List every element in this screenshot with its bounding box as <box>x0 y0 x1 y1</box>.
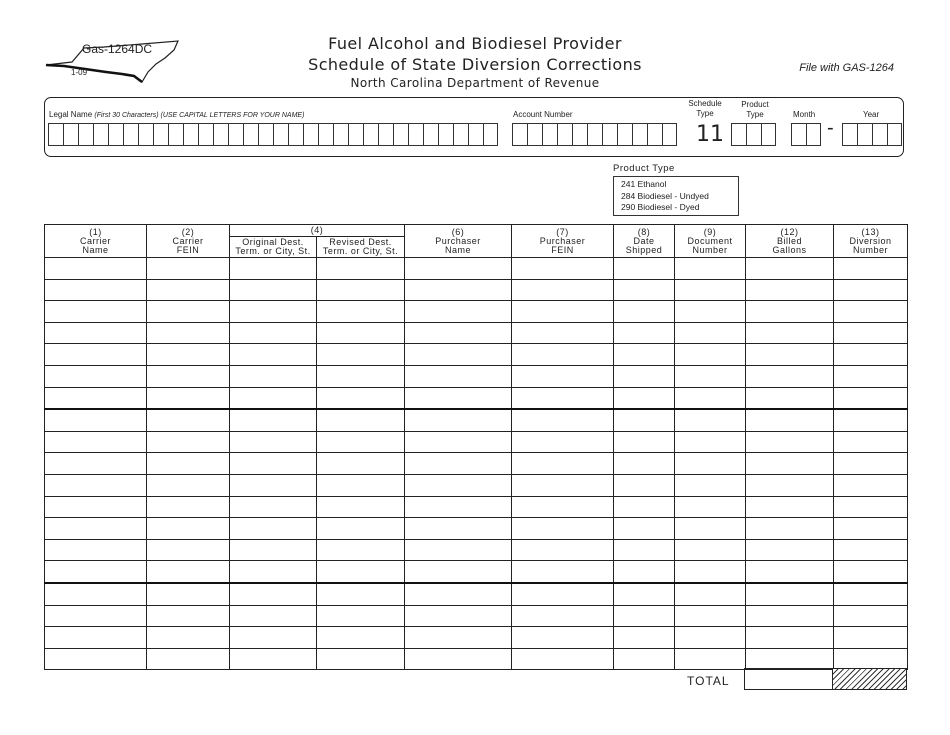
form-title-line1: Fuel Alcohol and Biodiesel Provider <box>328 34 622 53</box>
entry-cell[interactable] <box>230 301 317 323</box>
entry-cell[interactable] <box>746 648 834 670</box>
table-row <box>45 344 908 366</box>
entry-cell[interactable] <box>147 344 230 366</box>
entry-cell[interactable] <box>614 453 675 475</box>
entry-cell[interactable] <box>230 431 317 453</box>
entry-cell[interactable] <box>45 344 147 366</box>
entry-cell[interactable] <box>834 627 908 649</box>
entry-cell[interactable] <box>614 387 675 409</box>
entry-cell[interactable] <box>317 453 405 475</box>
entry-cell[interactable] <box>147 387 230 409</box>
table-row <box>45 627 908 649</box>
entry-cell[interactable] <box>834 365 908 387</box>
entry-cell[interactable] <box>746 431 834 453</box>
entry-cell[interactable] <box>614 431 675 453</box>
table-row <box>45 453 908 475</box>
table-row <box>45 648 908 670</box>
entry-cell[interactable] <box>230 365 317 387</box>
legend-item: 241 Ethanol <box>621 179 667 189</box>
entry-cell[interactable] <box>230 627 317 649</box>
entry-cell[interactable] <box>746 474 834 496</box>
entry-cell[interactable] <box>317 387 405 409</box>
table-row <box>45 561 908 583</box>
entry-cell[interactable] <box>512 605 614 627</box>
month-field[interactable] <box>791 123 821 146</box>
col-revised-destination: Revised Dest. Term. or City, St. <box>317 237 405 258</box>
entry-cell[interactable] <box>230 561 317 583</box>
entry-cell[interactable] <box>834 322 908 344</box>
entry-cell[interactable] <box>405 387 512 409</box>
entry-cell[interactable] <box>834 279 908 301</box>
entry-cell[interactable] <box>746 344 834 366</box>
entry-cell[interactable] <box>675 344 746 366</box>
schedule-type-label: Schedule Type <box>688 99 722 118</box>
entry-cell[interactable] <box>614 518 675 540</box>
table-row <box>45 583 908 605</box>
entry-cell[interactable] <box>45 279 147 301</box>
entry-cell[interactable] <box>512 279 614 301</box>
entry-cell[interactable] <box>614 409 675 431</box>
entry-cell[interactable] <box>405 322 512 344</box>
col-original-destination: Original Dest. Term. or City, St. <box>230 237 317 258</box>
entry-cell[interactable] <box>317 409 405 431</box>
year-label: Year <box>863 110 880 119</box>
entry-cell[interactable] <box>230 474 317 496</box>
entry-cell[interactable] <box>675 453 746 475</box>
entry-cell[interactable] <box>45 387 147 409</box>
entry-cell[interactable] <box>230 409 317 431</box>
entry-cell[interactable] <box>147 409 230 431</box>
col-document-number: (9) Document Number <box>675 225 746 258</box>
entry-cell[interactable] <box>675 279 746 301</box>
total-label: TOTAL <box>687 674 730 688</box>
entry-cell[interactable] <box>512 474 614 496</box>
entry-cell[interactable] <box>230 387 317 409</box>
entry-cell[interactable] <box>614 583 675 605</box>
table-row <box>45 605 908 627</box>
entry-cell[interactable] <box>405 301 512 323</box>
entry-cell[interactable] <box>675 627 746 649</box>
entry-cell[interactable] <box>405 496 512 518</box>
entry-cell[interactable] <box>317 301 405 323</box>
entry-cell[interactable] <box>405 583 512 605</box>
entry-cell[interactable] <box>45 474 147 496</box>
entry-cell[interactable] <box>45 605 147 627</box>
entry-cell[interactable] <box>317 365 405 387</box>
col-billed-gallons: (12) Billed Gallons <box>746 225 834 258</box>
table-row <box>45 518 908 540</box>
agency-name: North Carolina Department of Revenue <box>350 76 600 90</box>
entry-cell[interactable] <box>834 583 908 605</box>
entry-cell[interactable] <box>834 453 908 475</box>
entry-cell[interactable] <box>746 279 834 301</box>
entry-cell[interactable] <box>834 605 908 627</box>
entry-cell[interactable] <box>147 518 230 540</box>
diversion-corrections-table <box>44 224 908 670</box>
table-row <box>45 431 908 453</box>
entry-cell[interactable] <box>45 627 147 649</box>
entry-cell[interactable] <box>230 344 317 366</box>
entry-cell[interactable] <box>405 453 512 475</box>
entry-cell[interactable] <box>746 518 834 540</box>
entry-cell[interactable] <box>512 561 614 583</box>
entry-cell[interactable] <box>405 258 512 280</box>
product-type-label: Product Type <box>741 100 769 119</box>
entry-cell[interactable] <box>834 387 908 409</box>
entry-cell[interactable] <box>147 301 230 323</box>
col-destination-group: (4) <box>230 225 405 237</box>
entry-cell[interactable] <box>45 258 147 280</box>
entry-cell[interactable] <box>512 431 614 453</box>
entry-cell[interactable] <box>512 365 614 387</box>
entry-cell[interactable] <box>317 518 405 540</box>
entry-cell[interactable] <box>405 539 512 561</box>
entry-cell[interactable] <box>147 539 230 561</box>
entry-cell[interactable] <box>45 648 147 670</box>
entry-cell[interactable] <box>230 496 317 518</box>
entry-cell[interactable] <box>675 583 746 605</box>
form-title-line2: Schedule of State Diversion Corrections <box>308 55 642 74</box>
table-row <box>45 301 908 323</box>
entry-cell[interactable] <box>317 431 405 453</box>
entry-cell[interactable] <box>834 474 908 496</box>
entry-cell[interactable] <box>675 474 746 496</box>
entry-cell[interactable] <box>512 387 614 409</box>
entry-cell[interactable] <box>614 627 675 649</box>
entry-cell[interactable] <box>317 561 405 583</box>
entry-cell[interactable] <box>675 431 746 453</box>
account-number-field[interactable] <box>512 123 677 146</box>
col-carrier-name: (1) Carrier Name <box>45 225 147 258</box>
entry-cell[interactable] <box>746 561 834 583</box>
entry-cell[interactable] <box>675 496 746 518</box>
entry-cell[interactable] <box>405 431 512 453</box>
entry-cell[interactable] <box>317 474 405 496</box>
entry-cell[interactable] <box>147 258 230 280</box>
entry-cell[interactable] <box>746 409 834 431</box>
entry-cell[interactable] <box>675 301 746 323</box>
entry-cell[interactable] <box>317 648 405 670</box>
entry-cell[interactable] <box>746 627 834 649</box>
entry-cell[interactable] <box>614 605 675 627</box>
entry-cell[interactable] <box>405 561 512 583</box>
entry-cell[interactable] <box>614 365 675 387</box>
entry-cell[interactable] <box>512 518 614 540</box>
legend-item: 284 Biodiesel - Undyed <box>621 190 709 201</box>
entry-cell[interactable] <box>834 539 908 561</box>
table-row <box>45 258 908 280</box>
entry-cell[interactable] <box>147 627 230 649</box>
entry-cell[interactable] <box>230 605 317 627</box>
entry-cell[interactable] <box>834 518 908 540</box>
legal-name-field[interactable] <box>48 123 498 146</box>
entry-cell[interactable] <box>45 301 147 323</box>
table-row <box>45 387 908 409</box>
entry-cell[interactable] <box>405 279 512 301</box>
entry-cell[interactable] <box>512 648 614 670</box>
entry-cell[interactable] <box>675 605 746 627</box>
total-gallons-field[interactable] <box>744 668 833 690</box>
table-row <box>45 279 908 301</box>
entry-cell[interactable] <box>512 583 614 605</box>
entry-cell[interactable] <box>45 409 147 431</box>
entry-cell[interactable] <box>614 474 675 496</box>
entry-cell[interactable] <box>230 518 317 540</box>
entry-cell[interactable] <box>317 279 405 301</box>
table-row <box>45 322 908 344</box>
entry-cell[interactable] <box>147 365 230 387</box>
entry-cell[interactable] <box>45 322 147 344</box>
entry-cell[interactable] <box>675 409 746 431</box>
entry-cell[interactable] <box>614 279 675 301</box>
entry-cell[interactable] <box>45 561 147 583</box>
entry-cell[interactable] <box>746 605 834 627</box>
product-type-field[interactable] <box>731 123 776 146</box>
entry-cell[interactable] <box>45 496 147 518</box>
entry-cell[interactable] <box>512 258 614 280</box>
entry-cell[interactable] <box>230 539 317 561</box>
col-purchaser-name: (6) Purchaser Name <box>405 225 512 258</box>
col-purchaser-fein: (7) Purchaser FEIN <box>512 225 614 258</box>
table-row <box>45 409 908 431</box>
entry-cell[interactable] <box>317 539 405 561</box>
entry-cell[interactable] <box>230 258 317 280</box>
entry-cell[interactable] <box>45 431 147 453</box>
entry-cell[interactable] <box>675 648 746 670</box>
entry-cell[interactable] <box>230 583 317 605</box>
product-type-legend <box>613 176 739 216</box>
account-number-label: Account Number <box>513 110 573 119</box>
entry-cell[interactable] <box>614 301 675 323</box>
entry-cell[interactable] <box>230 279 317 301</box>
entry-cell[interactable] <box>614 344 675 366</box>
entry-cell[interactable] <box>512 453 614 475</box>
entry-cell[interactable] <box>45 518 147 540</box>
entry-cell[interactable] <box>746 258 834 280</box>
entry-cell[interactable] <box>746 301 834 323</box>
entry-cell[interactable] <box>675 322 746 344</box>
entry-cell[interactable] <box>614 258 675 280</box>
entry-cell[interactable] <box>405 518 512 540</box>
entry-cell[interactable] <box>405 344 512 366</box>
entry-cell[interactable] <box>675 561 746 583</box>
entry-cell[interactable] <box>230 322 317 344</box>
entry-cell[interactable] <box>675 539 746 561</box>
entry-cell[interactable] <box>147 583 230 605</box>
entry-cell[interactable] <box>405 365 512 387</box>
legend-item: 290 Biodiesel - Dyed <box>621 202 700 212</box>
col-diversion-number: (13) Diversion Number <box>834 225 908 258</box>
entry-cell[interactable] <box>746 539 834 561</box>
entry-cell[interactable] <box>317 583 405 605</box>
entry-cell[interactable] <box>230 453 317 475</box>
col-date-shipped: (8) Date Shipped <box>614 225 675 258</box>
table-row <box>45 365 908 387</box>
entry-cell[interactable] <box>147 431 230 453</box>
entry-cell[interactable] <box>147 605 230 627</box>
entry-cell[interactable] <box>614 539 675 561</box>
entry-cell[interactable] <box>405 474 512 496</box>
entry-cell[interactable] <box>45 453 147 475</box>
file-with-note: File with GAS-1264 <box>799 62 894 74</box>
entry-cell[interactable] <box>746 387 834 409</box>
entry-cell[interactable] <box>614 322 675 344</box>
entry-cell[interactable] <box>512 344 614 366</box>
entry-cell[interactable] <box>317 605 405 627</box>
entry-cell[interactable] <box>317 627 405 649</box>
entry-cell[interactable] <box>746 583 834 605</box>
entry-cell[interactable] <box>230 648 317 670</box>
entry-cell[interactable] <box>834 496 908 518</box>
entry-cell[interactable] <box>147 322 230 344</box>
entry-cell[interactable] <box>405 605 512 627</box>
entry-cell[interactable] <box>834 258 908 280</box>
entry-cell[interactable] <box>147 561 230 583</box>
entry-cell[interactable] <box>405 409 512 431</box>
table-row <box>45 539 908 561</box>
entry-cell[interactable] <box>834 344 908 366</box>
entry-cell[interactable] <box>512 496 614 518</box>
entry-cell[interactable] <box>147 648 230 670</box>
entry-cell[interactable] <box>317 258 405 280</box>
entry-cell[interactable] <box>746 453 834 475</box>
form-revision: 1-09 <box>71 68 88 77</box>
legal-name-label: Legal Name (First 30 Characters) (USE CAPITAL LETTERS FOR YOUR NAME) <box>49 110 305 119</box>
table-row <box>45 474 908 496</box>
entry-cell[interactable] <box>834 301 908 323</box>
entry-cell[interactable] <box>834 431 908 453</box>
entry-cell[interactable] <box>746 322 834 344</box>
entry-cell[interactable] <box>746 496 834 518</box>
entry-cell[interactable] <box>512 409 614 431</box>
entry-cell[interactable] <box>512 539 614 561</box>
year-field[interactable] <box>842 123 902 146</box>
product-type-legend-title: Product Type <box>613 163 675 174</box>
entry-cell[interactable] <box>317 496 405 518</box>
col-carrier-fein: (2) Carrier FEIN <box>147 225 230 258</box>
month-label: Month <box>793 110 816 119</box>
entry-cell[interactable] <box>834 648 908 670</box>
entry-cell[interactable] <box>675 518 746 540</box>
entry-cell[interactable] <box>405 648 512 670</box>
entry-cell[interactable] <box>147 279 230 301</box>
schedule-type-value: 11 <box>696 122 724 147</box>
entry-cell[interactable] <box>147 496 230 518</box>
entry-cell[interactable] <box>675 365 746 387</box>
entry-cell[interactable] <box>614 648 675 670</box>
entry-cell[interactable] <box>512 627 614 649</box>
entry-cell[interactable] <box>512 301 614 323</box>
entry-cell[interactable] <box>834 561 908 583</box>
entry-cell[interactable] <box>512 322 614 344</box>
entry-cell[interactable] <box>45 583 147 605</box>
entry-cell[interactable] <box>45 365 147 387</box>
entry-cell[interactable] <box>147 453 230 475</box>
entry-cell[interactable] <box>317 344 405 366</box>
entry-cell[interactable] <box>675 387 746 409</box>
date-separator: - <box>827 117 834 139</box>
entry-cell[interactable] <box>614 561 675 583</box>
entry-cell[interactable] <box>317 322 405 344</box>
entry-cell[interactable] <box>405 627 512 649</box>
entry-cell[interactable] <box>834 409 908 431</box>
table-row <box>45 496 908 518</box>
total-diversion-hatched <box>832 668 907 690</box>
entry-cell[interactable] <box>746 365 834 387</box>
entry-cell[interactable] <box>675 258 746 280</box>
entry-cell[interactable] <box>45 539 147 561</box>
entry-cell[interactable] <box>147 474 230 496</box>
form-id: Gas-1264DC <box>82 42 153 56</box>
entry-cell[interactable] <box>614 496 675 518</box>
